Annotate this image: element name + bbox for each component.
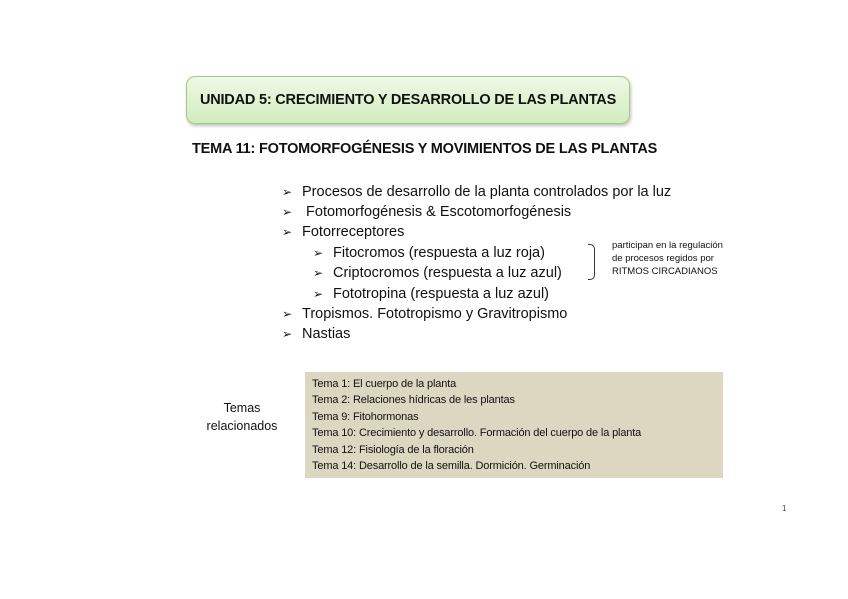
arrow-bullet-icon: ➢ bbox=[282, 185, 293, 199]
sub-bullet-item bbox=[313, 244, 545, 262]
arrow-bullet-icon: ➢ bbox=[282, 225, 293, 239]
bullet-item bbox=[282, 223, 404, 241]
page-number: 1 bbox=[782, 504, 787, 513]
bullet-text: Procesos de desarrollo de la planta controlados por la luz bbox=[302, 184, 672, 200]
arrow-bullet-icon: ➢ bbox=[282, 307, 293, 321]
bullet-text: Nastias bbox=[302, 326, 351, 342]
unit-title-box bbox=[186, 76, 630, 124]
related-topic: Tema 2: Relaciones hídricas de les plantas bbox=[312, 394, 515, 407]
tema-title: TEMA 11: FOTOMORFOGÉNESIS Y MOVIMIENTOS DE LAS PLANTAS bbox=[192, 141, 658, 157]
bullet-item bbox=[282, 325, 350, 343]
arrow-bullet-icon: ➢ bbox=[313, 287, 324, 301]
arrow-bullet-icon: ➢ bbox=[282, 205, 293, 219]
related-topic: Tema 10: Crecimiento y desarrollo. Formación del cuerpo de la planta bbox=[312, 427, 642, 440]
note-line: RITMOS CIRCADIANOS bbox=[612, 266, 718, 277]
label-line: relacionados bbox=[206, 419, 278, 433]
sub-bullet-text: Criptocromos (respuesta a luz azul) bbox=[333, 265, 562, 281]
sub-bullet-text: Fototropina (respuesta a luz azul) bbox=[333, 286, 549, 302]
bullet-text: Fotomorfogénesis & Escotomorfogénesis bbox=[302, 204, 572, 220]
sub-bullet-text: Fitocromos (respuesta a luz roja) bbox=[333, 245, 545, 261]
related-topic: Tema 14: Desarrollo de la semilla. Dormición. Germinación bbox=[312, 460, 591, 473]
label-line: Temas bbox=[223, 401, 261, 415]
related-topics-box bbox=[305, 372, 723, 478]
sub-bullet-item bbox=[313, 264, 562, 282]
unit-title: UNIDAD 5: CRECIMIENTO Y DESARROLLO DE LAS PLANTAS bbox=[199, 92, 617, 108]
bullet-item bbox=[282, 305, 567, 323]
related-topic: Tema 9: Fitohormonas bbox=[312, 410, 419, 423]
arrow-bullet-icon: ➢ bbox=[313, 266, 324, 280]
bullet-text: Tropismos. Fototropismo y Gravitropismo bbox=[302, 306, 568, 322]
bullet-text: Fotorreceptores bbox=[302, 224, 405, 240]
bullet-item bbox=[282, 183, 671, 201]
sub-bullet-item bbox=[313, 285, 549, 303]
bullet-item bbox=[282, 203, 571, 221]
arrow-bullet-icon: ➢ bbox=[282, 327, 293, 341]
circadian-note bbox=[612, 239, 723, 278]
related-topic: Tema 12: Fisiología de la floración bbox=[312, 443, 474, 456]
right-brace-icon bbox=[588, 244, 595, 280]
related-topics-label bbox=[196, 399, 288, 435]
note-line: de procesos regidos por bbox=[612, 253, 714, 264]
note-line: participan en la regulación bbox=[612, 240, 723, 251]
related-topic: Tema 1: El cuerpo de la planta bbox=[312, 378, 457, 390]
arrow-bullet-icon: ➢ bbox=[313, 246, 324, 260]
